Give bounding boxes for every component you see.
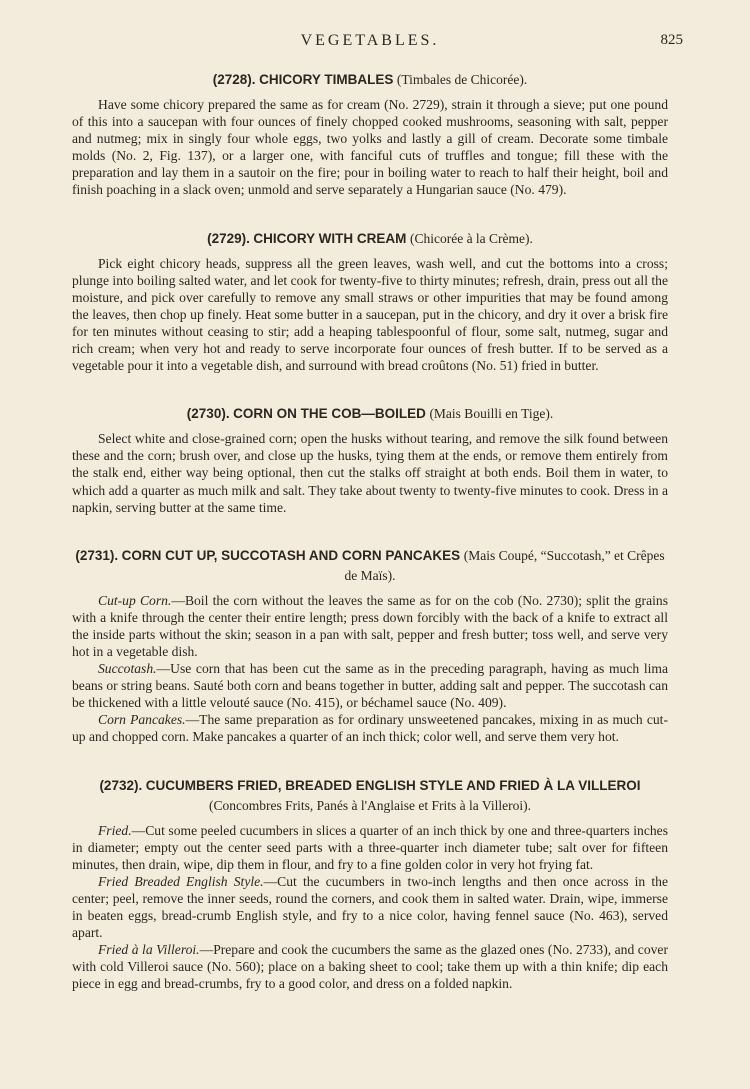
recipe-name: CHICORY WITH CREAM	[253, 230, 407, 246]
recipe-title	[72, 70, 668, 90]
paragraph-text: Pick eight chicory heads, suppress all the green leaves, wash well, and cut the bottoms into a cross; plunge into boiling salted water, and let cook for twenty-five to thirty minutes; refresh, drain, press out all the moisture, and pick over carefully to remove any small straws or other impurities that may be found among the leaves, then chop up finely. Heat some butter in a saucepan, put in the chicory, and dry it over a brisk fire for ten minutes without ceasing to stir; add a heaping tablespoonful of flour, some salt, nutmeg, sugar and rich cream; when very hot and ready to serve incorporate four ounces of fresh butter. If to be served as a vegetable pour it into a vegetable dish, and surround with bread croûtons (No. 51) fried in butter.	[72, 255, 668, 374]
recipe-paragraph	[72, 873, 668, 941]
subheading: Fried.	[98, 822, 132, 838]
recipe-paragraph	[72, 711, 668, 745]
paragraph-text: —Boil the corn without the leaves the same as for on the cob (No. 2730); split the grains with a knife through the center their entire length; press down forcibly with the back of a knife to extract all the inside parts without the skin; season in a pan with salt, pepper and fresh butter; toss well, and serve very hot in a vegetable dish.	[72, 592, 668, 659]
recipe-number: (2732).	[99, 777, 143, 793]
running-head	[72, 28, 683, 58]
subheading: Fried à la Villeroi.	[98, 942, 200, 958]
recipe-paragraph	[72, 592, 668, 660]
paragraph-text: Select white and close-grained corn; open the husks without tearing, and remove the silk found between these and the corn; brush over, and close up the husks, tying them at the ends, or remove them entirely from the stalk end, either way being optional, then cut the stalks off straight at both ends. Boil them in water, to which add a quarter as much milk and salt. They take about twenty to twenty-five minutes to cook. Dress in a napkin, serving butter at the same time.	[72, 431, 668, 515]
running-title: VEGETABLES.	[300, 32, 440, 49]
recipe-number: (2728).	[212, 72, 256, 87]
recipe-name: CHICORY TIMBALES	[259, 72, 394, 87]
recipe-french-name: (Mais Coupé, “Succotash,” et Crêpes de Maïs).	[344, 547, 665, 583]
recipe-2728	[72, 70, 668, 199]
recipe-french-name: (Concombres Frits, Panés à l'Anglaise et Frits à la Villeroi).	[209, 797, 531, 813]
paragraph-text: —Cut the cucumbers in two-inch lengths and then once across in the center; peel, remove the inner seeds, round the corners, and cook them in salted water. Drain, wipe, immerse in beaten eggs, bread-crumb English style, and fry to a nice color, having fennel sauce (No. 463), served apart.	[72, 873, 668, 941]
page-number: 825	[660, 32, 683, 48]
recipe-2730	[72, 404, 668, 515]
recipe-number: (2730).	[186, 406, 230, 422]
recipe-2729	[72, 229, 668, 375]
recipe-paragraph	[72, 430, 668, 515]
recipe-name: CORN CUT UP, SUCCOTASH AND CORN PANCAKES	[121, 547, 461, 563]
paragraph-text: —Use corn that has been cut the same as in the preceding paragraph, having as much lima beans or string beans. Sauté both corn and beans together in butter, adding salt and pepper. The succotash can be thickened with a little velouté sauce (No. 415), or béchamel sauce (No. 409).	[72, 661, 668, 711]
recipe-paragraph	[72, 941, 668, 992]
paragraph-text: —Prepare and cook the cucumbers the same as the glazed ones (No. 2733), and cover with cold Villeroi sauce (No. 560); place on a baking sheet to cool; take them up with a thin knife; dip each piece in egg and bread-crumbs, fry to a good color, and dress on a folded napkin.	[72, 942, 668, 992]
recipe-number: (2731).	[75, 547, 119, 563]
paragraph-text: —The same preparation as for ordinary unsweetened pancakes, mixing in as much cut-up and chopped corn. Make pancakes a quarter of an inch thick; color well, and serve them very hot.	[72, 712, 668, 745]
recipe-title	[72, 404, 668, 424]
subheading: Cut-up Corn.	[98, 592, 172, 608]
recipe-name: CUCUMBERS FRIED, BREADED ENGLISH STYLE AND FRIED À LA VILLEROI	[145, 777, 641, 793]
recipe-paragraph	[72, 822, 668, 873]
recipe-2732	[72, 776, 668, 993]
subheading: Fried Breaded English Style.	[98, 873, 264, 889]
paragraph-text: —Cut some peeled cucumbers in slices a quarter of an inch thick by one and three-quarters inches in diameter; empty out the center seed parts with a three-quarter inch diameter tube; salt over for fifteen minutes, then drain, wipe, dip them in flour, and fry to a fine golden color in very hot frying fat.	[72, 822, 668, 872]
recipe-number: (2729).	[207, 230, 250, 246]
subheading: Corn Pancakes.	[98, 712, 186, 728]
recipe-french-name: (Chicorée à la Crème).	[409, 230, 533, 246]
recipe-french-name: (Mais Bouilli en Tige).	[429, 406, 554, 422]
recipe-paragraph	[72, 660, 668, 711]
recipe-title	[72, 229, 668, 249]
recipe-paragraph	[72, 255, 668, 375]
recipe-title	[72, 546, 668, 586]
paragraph-text: Have some chicory prepared the same as for cream (No. 2729), strain it through a sieve; put one pound of this into a saucepan with four ounces of finely chopped cooked mushrooms, seasoning with salt, pepper and nutmeg; mix in singly four whole eggs, two yolks and lastly a gill of cream. Decorate some timbale molds (No. 2, Fig. 137), or a larger one, with fanciful cuts of truffles and tongue; fill these with the preparation and lay them in a sautoir on the fire; pour in boiling water to reach to half their height, boil and finish poaching in a slack oven; unmold and serve separately a Hungarian sauce (No. 479).	[72, 97, 668, 198]
recipe-paragraph	[72, 96, 668, 199]
recipe-french-name: (Timbales de Chicorée).	[396, 72, 528, 87]
recipe-name: CORN ON THE COB—BOILED	[233, 406, 426, 422]
subheading: Succotash.	[98, 661, 157, 677]
recipe-title	[72, 776, 668, 816]
recipe-2731	[72, 546, 668, 746]
